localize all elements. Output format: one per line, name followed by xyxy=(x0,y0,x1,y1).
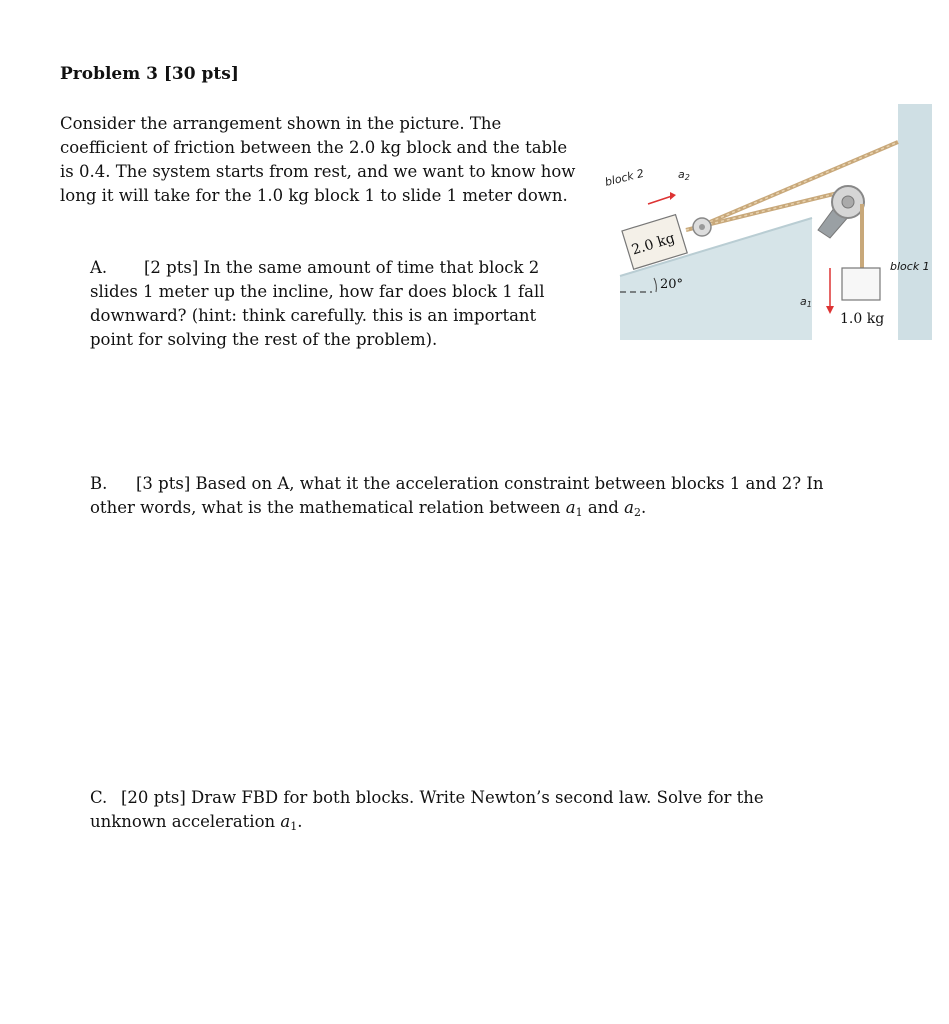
var-a2: $a_2$ xyxy=(624,498,641,519)
part-c-label: C. xyxy=(90,788,108,807)
block-2-note: block 2 xyxy=(603,166,646,189)
a1-note: a1 xyxy=(800,295,812,309)
block-1-mass: 1.0 kg xyxy=(840,311,885,327)
part-c: C. [20 pts] Draw FBD for both blocks. Write Newton’s second law. Solve for the unknown acceleration $a_1$. xyxy=(90,788,764,833)
a2-arrow xyxy=(648,196,672,204)
angle-label: 20° xyxy=(660,277,684,292)
problem-intro: Consider the arrangement shown in the picture. The coefficient of friction between the 2.0 kg block and the table is 0.4. The system starts from rest, and we want to know how long it will take for the 1.0 kg block 1 to slide 1 meter down. xyxy=(60,114,576,205)
part-a-label: A. xyxy=(90,258,108,277)
part-b: B. [3 pts] Based on A, what it the acceleration constraint between blocks 1 and 2? In other words, what is the mathematical relation between $a_1$ and $a_2$. xyxy=(90,474,824,519)
wall xyxy=(898,104,932,340)
problem-title: Problem 3 [30 pts] xyxy=(60,64,239,84)
part-c-text: [20 pts] Draw FBD for both blocks. Write Newton’s second law. Solve for the unknown acceleration xyxy=(90,788,764,831)
incline-pulley-figure xyxy=(590,100,945,340)
block-1-note: block 1 xyxy=(890,260,930,273)
block-2-mass: 2.0 kg xyxy=(629,230,677,259)
var-a1: $a_1$ xyxy=(565,498,583,519)
var-a1-c: $a_1$ xyxy=(280,812,298,833)
part-b-text: [3 pts] Based on A, what it the acceleration constraint between blocks 1 and 2? In other words, what is the mathematical relation between xyxy=(90,474,824,517)
a2-note: a2 xyxy=(678,168,690,182)
part-a xyxy=(90,256,570,352)
part-b-label: B. xyxy=(90,474,108,493)
block-1 xyxy=(842,268,880,300)
part-a-text: [2 pts] In the same amount of time that block 2 slides 1 meter up the incline, how far does block 1 fall downward? (hint: think carefully. this is an important point for solving the rest of the problem). xyxy=(90,258,545,349)
part-b-and: and xyxy=(582,498,625,517)
